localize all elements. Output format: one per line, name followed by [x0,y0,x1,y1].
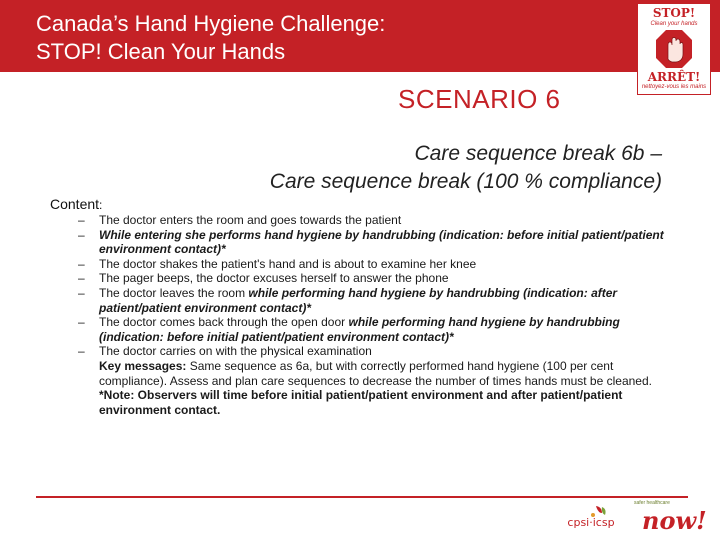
list-dash: – [78,271,85,286]
scenario-subtitle [270,140,662,196]
list-item [78,344,668,359]
list-dash: – [78,213,85,227]
bullet-emphasis-text: While entering she performs hand hygiene by handrubbing (indication: before initial patient/patient environment contact)* [99,227,664,257]
list-dash: – [78,256,85,271]
stop-clean-hands-logo [637,3,711,95]
content-label [50,196,102,212]
slide-header-title [36,10,596,66]
header-title-line2: STOP! Clean Your Hands [36,39,286,64]
list-item [78,271,668,286]
cpsi-logo [566,504,616,534]
bullet-emphasis-text: while performing hand hygiene by handrubbing (indication: after patient/patient environment contact)* [99,285,618,315]
now-logo-text: now! [642,506,707,535]
cpsi-logo-text: cpsi·icsp [567,516,615,529]
list-item [78,257,668,272]
list-item [78,228,668,257]
observer-note-text: *Note: Observers will time before initial patient/patient environment and after patient/patient environment contact. [99,388,623,417]
list-item [78,315,668,344]
bullet-text: The doctor shakes the patient's hand and is about to examine her knee [99,256,477,271]
stop-hand-icon [655,29,693,69]
scenario-heading: SCENARIO 6 [398,84,561,114]
key-messages-text: Same sequence as 6a, but with correctly performed hand hygiene (100 per cent compliance). Assess and plan care sequences to decrease the number of times hands must be cleaned. [99,358,652,388]
bullet-emphasis-text: while performing hand hygiene by handrubbing (indication: before initial patient/patient environment contact)* [99,315,620,344]
header-bar [0,0,720,72]
list-item [78,286,668,315]
bullet-text: The pager beeps, the doctor excuses herself to answer the phone [99,271,449,286]
list-dash: – [78,227,85,242]
subtitle-line2: Care sequence break (100 % compliance) [269,170,662,193]
header-title-line1: Canada’s Hand Hygiene Challenge: [36,11,386,36]
subtitle-line1: Care sequence break 6b – [414,142,662,165]
key-messages-label: Key messages: [99,358,187,373]
list-dash: – [78,344,85,359]
content-list [78,213,668,417]
logo-arret-subtext: nettoyez-vous les mains [641,84,707,90]
bullet-text: The doctor enters the room and goes towards the patient [99,213,402,227]
logo-stop-subtext: Clean your hands [650,21,698,27]
list-dash: – [78,315,85,330]
list-dash: – [78,285,85,300]
safer-healthcare-small-text: safer healthcare [634,500,670,506]
bullet-text: The doctor leaves the room [99,285,249,300]
list-item [78,213,668,228]
footer-divider [36,496,688,498]
safer-healthcare-now-logo [634,500,707,536]
content-label-colon: : [99,198,103,212]
bullet-text: The doctor carries on with the physical examination [99,344,372,359]
key-messages [78,359,668,388]
observer-note [78,388,668,417]
logo-arret-text: ARRÊT! [647,70,701,84]
content-label-text: Content [50,196,100,212]
logo-stop-text: STOP! [652,6,696,20]
bullet-text: The doctor comes back through the open door [99,315,349,330]
